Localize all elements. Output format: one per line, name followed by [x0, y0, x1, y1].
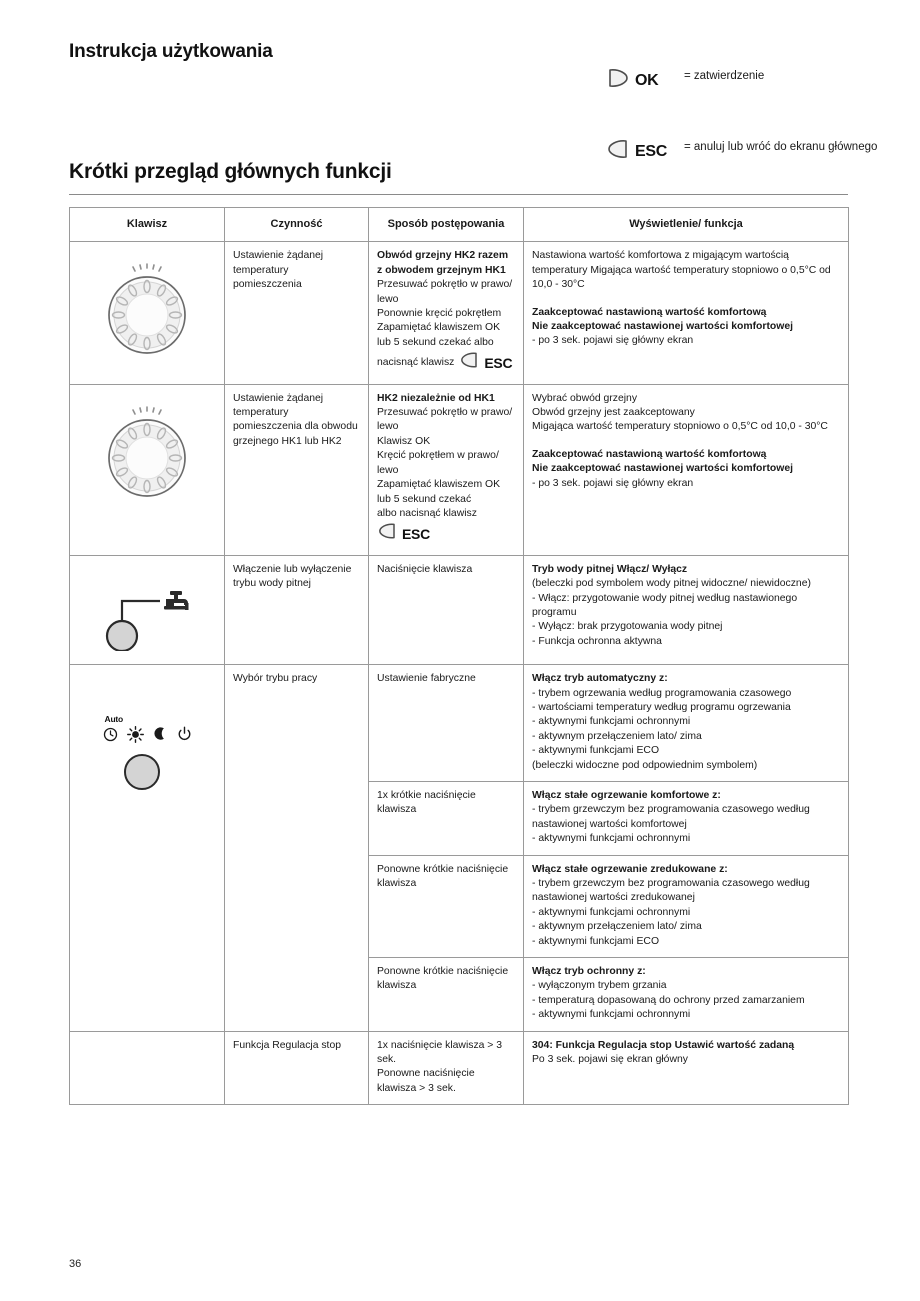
display-plain-line: - aktywnymi funkcjami ECO — [532, 745, 660, 757]
action-cell: Włączenie lub wyłączenie trybu wody pitnej — [225, 555, 369, 664]
esc-key-icon — [377, 521, 401, 546]
display-plain-line: - temperaturą dopasowaną do ochrony przed zamarzaniem — [532, 994, 805, 1006]
col-header-procedure: Sposób postępowania — [369, 208, 524, 242]
display-plain-line: - aktywnym przełączeniem lato/ zima — [532, 921, 702, 933]
procedure-bold: HK2 niezależnie od HK1 — [377, 392, 495, 404]
display-cell — [524, 384, 849, 555]
display-bold-line: Zaakceptować nastawioną wartość komfortową — [532, 448, 767, 460]
mode-icon-row — [103, 726, 192, 748]
procedure-cell: 1x krótkie naciśnięcie klawisza — [369, 781, 524, 855]
procedure-cell — [369, 242, 524, 384]
display-plain-line: - po 3 sek. pojawi się główny ekran — [532, 335, 694, 347]
display-plain-line: - Włącz: przygotowanie wody pitnej według nastawionego programu — [532, 592, 798, 618]
esc-key-icon — [459, 350, 483, 375]
procedure-line: lub 5 sekund czekać — [377, 493, 472, 505]
display-plain-line: Wybrać obwód grzejny — [532, 392, 638, 404]
display-bold-title: Włącz tryb automatyczny z: — [532, 673, 668, 685]
procedure-line: Zapamiętać klawiszem OK — [377, 479, 500, 491]
esc-key-inline — [377, 521, 430, 546]
esc-key-label: ESC — [635, 142, 667, 160]
key-cell-knob-2 — [70, 384, 225, 555]
procedure-line: nacisnąć klawisz — [377, 357, 455, 369]
display-plain-line: - aktywnymi funkcjami ochronnymi — [532, 1009, 691, 1021]
section-divider — [69, 194, 848, 195]
table-row — [70, 242, 849, 384]
key-cell-knob-1 — [70, 242, 225, 384]
tap-icon — [164, 591, 189, 610]
ok-key — [606, 66, 678, 95]
power-icon — [177, 726, 192, 747]
display-plain-line: - aktywnymi funkcjami ECO — [532, 935, 660, 947]
procedure-line: Kręcić pokrętłem w prawo/ lewo — [377, 450, 499, 476]
display-plain-line: - trybem grzewczym bez programowania czasowego według nastawionej wartości zredukowanej — [532, 878, 810, 904]
display-cell — [524, 958, 849, 1032]
dhw-button-icon — [92, 581, 202, 656]
procedure-bold: Obwód grzejny HK2 razem z obwodem grzejnym HK1 — [377, 250, 509, 276]
display-bold-title: Włącz tryb ochronny z: — [532, 966, 646, 978]
display-plain-line: - aktywnymi funkcjami ochronnymi — [532, 906, 691, 918]
procedure-cell: Naciśnięcie klawisza — [369, 555, 524, 664]
ok-key-icon — [606, 66, 634, 95]
section-heading: Krótki przegląd głównych funkcji — [69, 160, 392, 183]
mode-button-icon — [103, 712, 192, 790]
mode-round-button[interactable] — [124, 754, 160, 790]
action-cell: Ustawienie żądanej temperatury pomieszczenia — [225, 242, 369, 384]
display-plain-line: - po 3 sek. pojawi się główny ekran — [532, 477, 694, 489]
table-row — [70, 1031, 849, 1105]
table-row — [70, 665, 849, 782]
procedure-line: lub 5 sekund czekać albo — [377, 336, 494, 348]
esc-key-inline — [459, 350, 512, 375]
display-cell — [524, 1031, 849, 1105]
display-bold-title: Tryb wody pitnej Włącz/ Wyłącz — [532, 563, 688, 575]
col-header-key: Klawisz — [70, 208, 225, 242]
legend-desc-esc: = anuluj lub wróć do ekranu głównego — [684, 141, 878, 153]
key-cell-empty — [70, 1031, 225, 1105]
action-cell: Wybór trybu pracy — [225, 665, 369, 1032]
display-plain-line: - trybem ogrzewania według programowania czasowego — [532, 687, 792, 699]
procedure-line: Ponowne naciśnięcie klawisza > 3 sek. — [377, 1068, 475, 1094]
display-plain-line: - Wyłącz: brak przygotowania wody pitnej — [532, 621, 723, 633]
display-plain-line: (beleczki widoczne pod odpowiednim symbolem) — [532, 759, 758, 771]
procedure-line: Zapamiętać klawiszem OK — [377, 322, 500, 334]
mode-auto-label: Auto — [104, 714, 124, 725]
moon-icon — [153, 726, 168, 747]
table-header-row — [70, 208, 849, 242]
page-title: Instrukcja użytkowania — [69, 41, 273, 62]
display-cell — [524, 781, 849, 855]
procedure-cell — [369, 384, 524, 555]
procedure-line: Klawisz OK — [377, 435, 431, 447]
display-plain-line: - trybem grzewczym bez programowania czasowego według nastawionej wartości komfortowej — [532, 804, 810, 830]
table-row — [70, 384, 849, 555]
display-bold-line: Nie zaakceptować nastawionej wartości komfortowej — [532, 463, 793, 475]
display-bold-title: 304: Funkcja Regulacja stop Ustawić wartość zadaną — [532, 1039, 795, 1051]
display-plain-line: - aktywnymi funkcjami ochronnymi — [532, 833, 691, 845]
procedure-line: Przesuwać pokrętło w prawo/ lewo — [377, 279, 513, 305]
procedure-cell: Ponowne krótkie naciśnięcie klawisza — [369, 855, 524, 957]
display-cell — [524, 555, 849, 664]
rotary-knob-icon — [99, 259, 195, 364]
table-row — [70, 555, 849, 664]
display-plain-line: - aktywnym przełączeniem lato/ zima — [532, 730, 702, 742]
procedure-line: Ponownie kręcić pokrętłem — [377, 308, 502, 320]
ok-key-label: OK — [635, 71, 659, 89]
procedure-cell — [369, 1031, 524, 1105]
display-plain-line: Migająca wartość temperatury stopniowo o 0,5°C od 10,0 - 30°C — [532, 421, 828, 433]
key-cell-dhw — [70, 555, 225, 664]
rotary-knob-icon — [99, 402, 195, 507]
display-plain-line: - aktywnymi funkcjami ochronnymi — [532, 716, 691, 728]
page-number: 36 — [69, 1258, 82, 1270]
col-header-display: Wyświetlenie/ funkcja — [524, 208, 849, 242]
display-plain-line: Obwód grzejny jest zaakceptowany — [532, 407, 695, 419]
legend-desc-ok: = zatwierdzenie — [684, 70, 765, 82]
esc-key-label: ESC — [484, 354, 513, 371]
display-cell — [524, 855, 849, 957]
display-plain-line: Po 3 sek. pojawi się ekran główny — [532, 1054, 688, 1066]
procedure-cell: Ponowne krótkie naciśnięcie klawisza — [369, 958, 524, 1032]
esc-key — [606, 137, 678, 166]
procedure-line: 1x naciśnięcie klawisza > 3 sek. — [377, 1039, 503, 1066]
display-cell — [524, 665, 849, 782]
clock-icon — [103, 727, 118, 747]
display-bold-title: Włącz stałe ogrzewanie komfortowe z: — [532, 789, 721, 801]
display-plain-line: - Funkcja ochronna aktywna — [532, 635, 662, 647]
procedure-line: Przesuwać pokrętło w prawo/ lewo — [377, 407, 513, 433]
display-bold-line: Zaakceptować nastawioną wartość komfortową — [532, 306, 767, 318]
legend-item-ok — [606, 66, 906, 95]
esc-key-icon — [606, 137, 634, 166]
procedure-cell: Ustawienie fabryczne — [369, 665, 524, 782]
functions-table — [69, 207, 849, 1105]
display-bold-line: Nie zaakceptować nastawionej wartości komfortowej — [532, 321, 793, 333]
display-plain: Nastawiona wartość komfortowa z migającym wartością temperatury Migająca wartość temperatury stopniowo o 0,5°C od 10,0 - 30°C — [532, 250, 831, 291]
display-plain-line: (beleczki pod symbolem wody pitnej widoczne/ niewidoczne) — [532, 578, 811, 590]
action-cell: Ustawienie żądanej temperatury pomieszczenia dla obwodu grzejnego HK1 lub HK2 — [225, 384, 369, 555]
action-cell: Funkcja Regulacja stop — [225, 1031, 369, 1105]
display-bold-title: Włącz stałe ogrzewanie zredukowane z: — [532, 863, 728, 875]
display-plain-line: - wartościami temperatury według programu ogrzewania — [532, 701, 791, 713]
key-legend — [606, 66, 906, 208]
col-header-action: Czynność — [225, 208, 369, 242]
key-cell-mode — [70, 665, 225, 1032]
procedure-line: albo nacisnąć klawisz — [377, 507, 477, 519]
display-cell — [524, 242, 849, 384]
sun-icon — [127, 726, 144, 748]
esc-key-label: ESC — [402, 525, 430, 542]
display-plain-line: - wyłączonym trybem grzania — [532, 980, 667, 992]
legend-item-esc — [606, 137, 906, 166]
